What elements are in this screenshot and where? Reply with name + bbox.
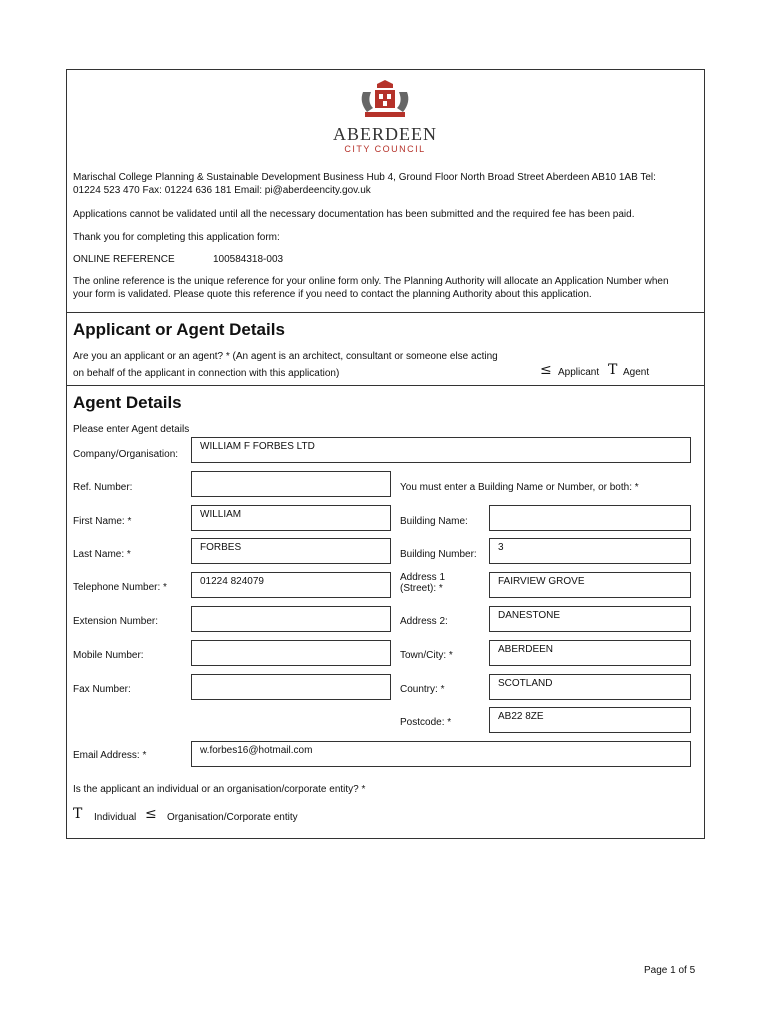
extension-input[interactable] xyxy=(191,606,391,632)
address-2-input[interactable]: DANESTONE xyxy=(489,606,691,632)
address-1-input[interactable]: FAIRVIEW GROVE xyxy=(489,572,691,598)
address-line-1: Marischal College Planning & Sustainable Development Business Hub 4, Ground Floor North Broad Street Aberdeen AB10 1AB Tel: xyxy=(73,172,656,183)
country-input[interactable]: SCOTLAND xyxy=(489,674,691,700)
ref-number-input[interactable] xyxy=(191,471,391,497)
radio-applicant-label: Applicant xyxy=(558,367,600,378)
fax-input[interactable] xyxy=(191,674,391,700)
online-reference-label: ONLINE REFERENCE xyxy=(73,254,175,265)
radio-individual-label: Individual xyxy=(94,812,137,823)
applicant-section-title: Applicant or Agent Details xyxy=(73,320,285,339)
address-line-2: 01224 523 470 Fax: 01224 636 181 Email: pi@aberdeencity.gov.uk xyxy=(73,185,371,196)
last-name-label: Last Name: * xyxy=(73,549,131,560)
validation-note: Applications cannot be validated until all the necessary documentation has been submitted and the required fee has been paid. xyxy=(73,209,635,220)
section-divider xyxy=(66,385,705,386)
building-name-label: Building Name: xyxy=(400,516,468,527)
town-label: Town/City: * xyxy=(400,650,453,661)
first-name-label: First Name: * xyxy=(73,516,132,527)
applicant-question-line-1: Are you an applicant or an agent? * (An agent is an architect, consultant or someone else acting xyxy=(73,351,498,362)
postcode-label: Postcode: * xyxy=(400,717,452,728)
email-label: Email Address: * xyxy=(73,750,147,761)
ref-number-label: Ref. Number: xyxy=(73,482,133,493)
extension-label: Extension Number: xyxy=(73,616,159,627)
reference-note-line-2: your form is validated. Please quote this reference if you need to contact the planning Authority about this application. xyxy=(73,289,592,300)
radio-organisation-label: Organisation/Corporate entity xyxy=(167,812,298,823)
first-name-input[interactable]: WILLIAM xyxy=(191,505,391,531)
company-label: Company/Organisation: xyxy=(73,449,179,460)
address-2-label: Address 2: xyxy=(400,616,448,627)
online-reference-value: 100584318-003 xyxy=(213,254,284,265)
country-label: Country: * xyxy=(400,684,445,695)
email-input[interactable]: w.forbes16@hotmail.com xyxy=(191,741,691,767)
company-input[interactable]: WILLIAM F FORBES LTD xyxy=(191,437,691,463)
building-number-input[interactable]: 3 xyxy=(489,538,691,564)
entity-question: Is the applicant an individual or an organisation/corporate entity? * xyxy=(73,784,366,795)
radio-organisation-icon[interactable]: ≤ xyxy=(145,806,157,822)
address-1-label-a: Address 1 xyxy=(400,572,446,583)
building-number-label: Building Number: xyxy=(400,549,477,560)
logo-name: ABERDEEN xyxy=(333,124,437,144)
mobile-input[interactable] xyxy=(191,640,391,666)
telephone-label: Telephone Number: * xyxy=(73,582,167,593)
aberdeen-crest-logo xyxy=(355,80,415,120)
address-1-label-b: (Street): * xyxy=(400,583,443,594)
building-name-input[interactable] xyxy=(489,505,691,531)
section-divider xyxy=(66,312,705,313)
building-note: You must enter a Building Name or Number, or both: * xyxy=(400,482,639,493)
thanks-text: Thank you for completing this application form: xyxy=(73,232,280,243)
logo-subtitle: CITY COUNCIL xyxy=(344,144,426,154)
town-input[interactable]: ABERDEEN xyxy=(489,640,691,666)
radio-applicant-icon[interactable]: ≤ xyxy=(540,362,552,378)
telephone-input[interactable]: 01224 824079 xyxy=(191,572,391,598)
fax-label: Fax Number: xyxy=(73,684,131,695)
radio-agent-label: Agent xyxy=(623,367,650,378)
postcode-input[interactable]: AB22 8ZE xyxy=(489,707,691,733)
mobile-label: Mobile Number: xyxy=(73,650,144,661)
agent-intro: Please enter Agent details xyxy=(73,424,190,435)
radio-agent-icon[interactable]: T xyxy=(608,362,618,378)
reference-note-line-1: The online reference is the unique reference for your online form only. The Planning Authority will allocate an Application Number when xyxy=(73,276,669,287)
applicant-question-line-2: on behalf of the applicant in connection with this application) xyxy=(73,368,340,379)
last-name-input[interactable]: FORBES xyxy=(191,538,391,564)
page-number: Page 1 of 5 xyxy=(644,965,696,976)
agent-section-title: Agent Details xyxy=(73,393,182,412)
radio-individual-icon[interactable]: T xyxy=(73,806,83,822)
